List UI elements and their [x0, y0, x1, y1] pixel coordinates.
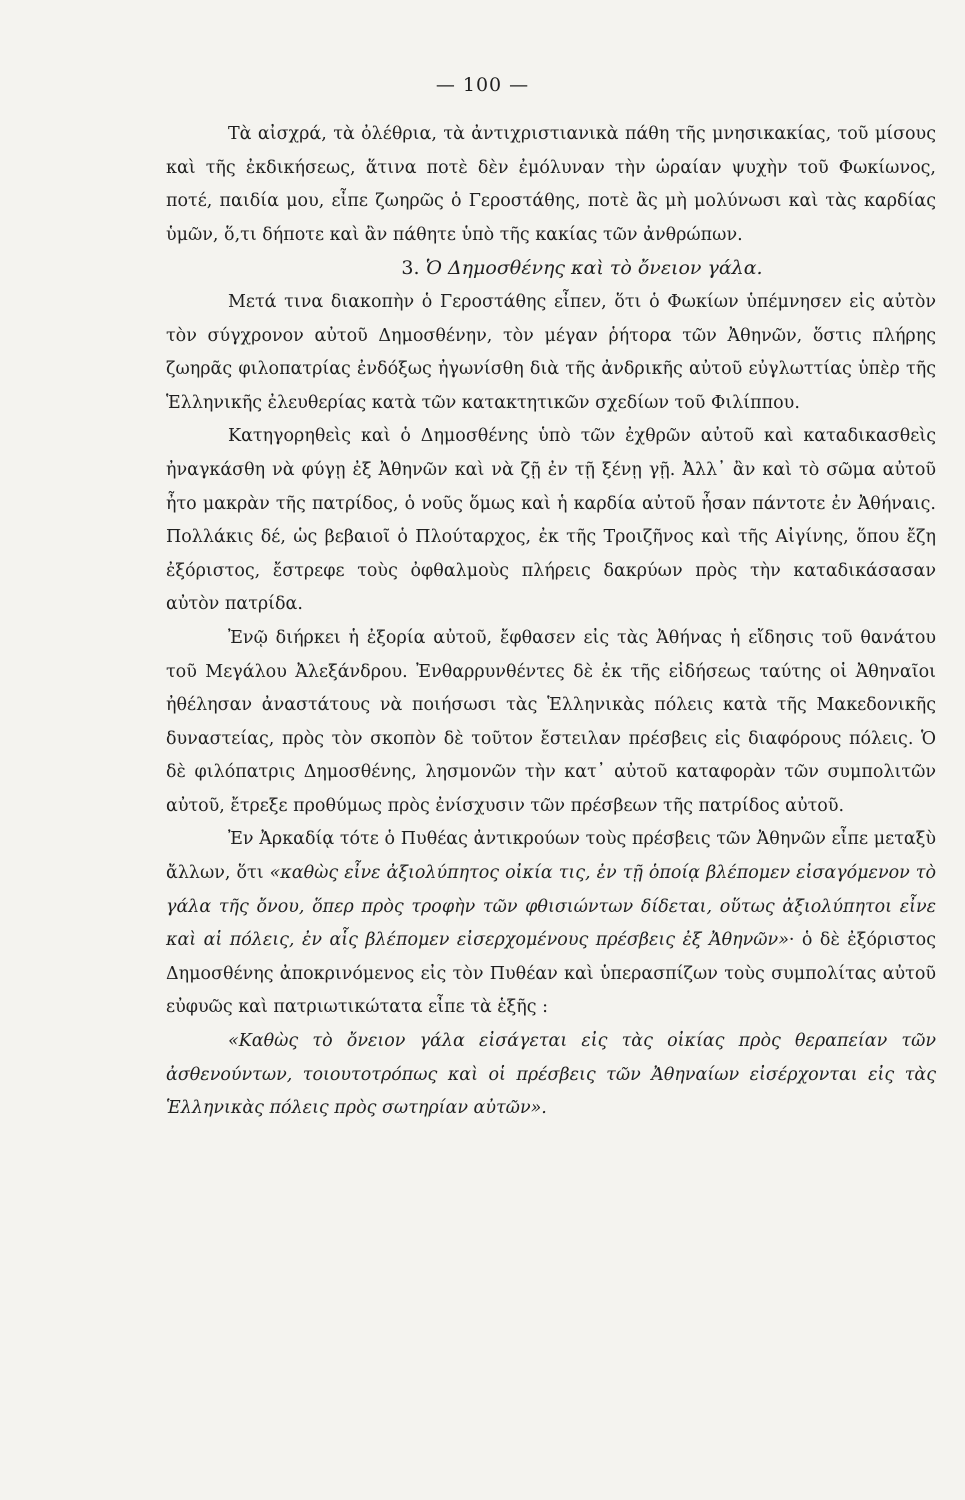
paragraph: Μετά τινα διακοπὴν ὁ Γεροστάθης εἶπεν, ὅτι ὁ Φωκίων ὑπέμνησεν εἰς αὐτὸν τὸν σύγχρονον αὐτοῦ Δημοσθένην, τὸν μέγαν ῥήτορα τῶν Ἀθηνῶν, ὅστις πλήρης ζωηρᾶς φιλοπατρίας ἐνδόξως ἠγωνίσθη διὰ τῆς ἀνδρικῆς αὐτοῦ εὐγλωττίας ὑπὲρ τῆς Ἑλληνικῆς ἐλευθερίας κατὰ τῶν κατακτητικῶν σχεδίων τοῦ Φιλίππου.: [166, 291, 936, 413]
paragraph: [166, 823, 936, 1025]
section-title: Ὁ Δημοσθένης καὶ τὸ ὄνειον γάλα.: [425, 257, 763, 280]
paragraph: Τὰ αἰσχρά, τὰ ὀλέθρια, τὰ ἀντιχριστιανικὰ πάθη τῆς μνησικακίας, τοῦ μίσους καὶ τῆς ἐκδικήσεως, ἅτινα ποτὲ δὲν ἐμόλυναν τὴν ὡραίαν ψυχὴν τοῦ Φωκίωνος, ποτέ, παιδία μου, εἶπε ζωηρῶς ὁ Γεροστάθης, ποτὲ ἂς μὴ μολύνωσι καὶ τὰς καρδίας ὑμῶν, ὅ,τι δήποτε καὶ ἂν πάθητε ὑπὸ τῆς κακίας τῶν ἀνθρώπων.: [166, 124, 936, 245]
page-text: [166, 118, 936, 1126]
section-heading: [166, 252, 936, 286]
section-number: 3.: [401, 257, 420, 280]
quotation: «καθὼς εἶνε ἀξιολύπητος οἰκία τις, ἐν τῇ ὁποίᾳ βλέπομεν εἰσαγόμενον τὸ γάλα τῆς ὄνου, ὅπερ πρὸς τροφὴν τῶν φθισιώντων δίδεται, οὕτως ἀξιολύπητοι εἶνε καὶ αἱ πόλεις, ἐν αἷς βλέπομεν εἰσερχομένους πρέσβεις ἐξ Ἀθηνῶν»: [166, 863, 936, 951]
paragraph: Ἐνῷ διήρκει ἡ ἐξορία αὐτοῦ, ἔφθασεν εἰς τὰς Ἀθήνας ἡ εἴδησις τοῦ θανάτου τοῦ Μεγάλου Ἀλεξάνδρου. Ἐνθαρρυνθέντες δὲ ἐκ τῆς εἰδήσεως ταύτης οἱ Ἀθηναῖοι ἠθέλησαν ἀναστάτους νὰ ποιήσωσι τὰς Ἑλληνικὰς πόλεις κατὰ τῆς Μακεδονικῆς δυναστείας, πρὸς τὸν σκοπὸν δὲ τοῦτον ἔστειλαν πρέσβεις εἰς διαφόρους πόλεις. Ὁ δὲ φιλόπατρις Δημοσθένης, λησμονῶν τὴν κατ᾽ αὐτοῦ καταφορὰν τῶν συμπολιτῶν αὐτοῦ, ἔτρεξε προθύμως πρὸς ἐνίσχυσιν τῶν πρέσβεων τῆς πατρίδος αὐτοῦ.: [166, 627, 936, 816]
paragraph: Κατηγορηθεὶς καὶ ὁ Δημοσθένης ὑπὸ τῶν ἐχθρῶν αὐτοῦ καὶ καταδικασθεὶς ἠναγκάσθη νὰ φύγῃ ἐξ Ἀθηνῶν καὶ νὰ ζῇ ἐν τῇ ξένῃ γῇ. Ἀλλ᾽ ἂν καὶ τὸ σῶμα αὐτοῦ ἦτο μακρὰν τῆς πατρίδος, ὁ νοῦς ὅμως καὶ ἡ καρδία αὐτοῦ ἦσαν πάντοτε ἐν Ἀθήναις. Πολλάκις δέ, ὡς βεβαιοῖ ὁ Πλούταρχος, ἐκ τῆς Τροιζῆνος καὶ τῆς Αἰγίνης, ὅπου ἔζη ἐξόριστος, ἔστρεφε τοὺς ὀφθαλμοὺς πλήρεις δακρύων πρὸς τὴν καταδικάσασαν αὐτὸν πατρίδα.: [166, 426, 936, 615]
paragraph-text: · ὁ δὲ ἐξόριστος Δημοσθένης ἀποκρινόμενος εἰς τὸν Πυθέαν καὶ ὑπερασπίζων τοὺς συμπολίτας αὐτοῦ εὐφυῶς καὶ πατριωτικώτατα εἶπε τὰ ἑξῆς :: [166, 930, 936, 1018]
quotation: «Καθὼς τὸ ὄνειον γάλα εἰσάγεται εἰς τὰς οἰκίας πρὸς θεραπείαν τῶν ἀσθενούντων, τοιουτοτρόπως καὶ οἱ πρέσβεις τῶν Ἀθηναίων εἰσέρχονται εἰς τὰς Ἑλληνικὰς πόλεις πρὸς σωτηρίαν αὐτῶν».: [166, 1031, 936, 1119]
paragraph-text: Ἐν Ἀρκαδίᾳ τότε ὁ Πυθέας ἀντικρούων τοὺς πρέσβεις τῶν Ἀθηνῶν εἶπε μεταξὺ ἄλλων, ὅτι: [166, 829, 936, 884]
page-number: — 100 —: [435, 74, 530, 96]
quotation-paragraph: [166, 1025, 936, 1126]
